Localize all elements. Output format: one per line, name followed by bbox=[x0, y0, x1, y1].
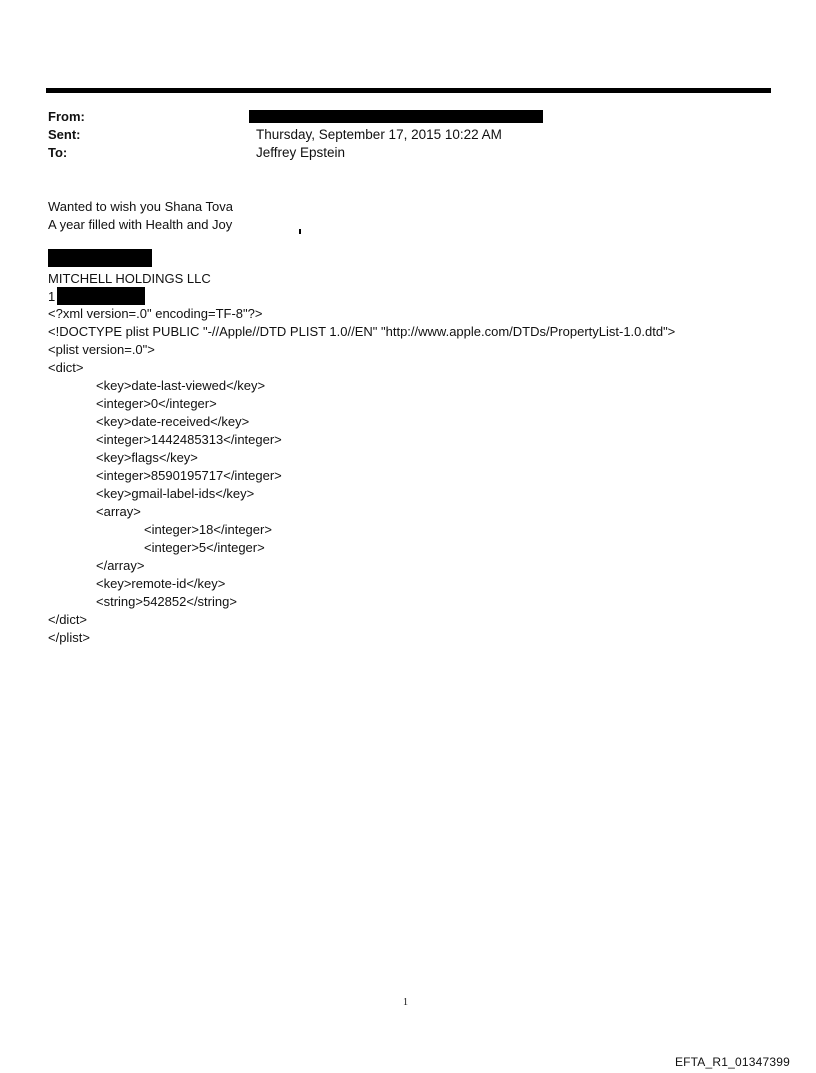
key-remote-id: <key>remote-id</key> bbox=[96, 576, 226, 591]
key-gmail-label-ids: <key>gmail-label-ids</key> bbox=[96, 486, 255, 501]
greeting-line-1: Wanted to wish you Shana Tova bbox=[48, 199, 234, 214]
to-value: Jeffrey Epstein bbox=[256, 145, 346, 160]
to-label: To: bbox=[48, 145, 68, 160]
dict-open: <dict> bbox=[48, 360, 84, 375]
numbered-line: 1 bbox=[48, 289, 56, 304]
signature-redaction bbox=[48, 249, 152, 267]
key-flags: <key>flags</key> bbox=[96, 450, 198, 465]
integer-date-received: <integer>1442485313</integer> bbox=[96, 432, 282, 447]
sent-value: Thursday, September 17, 2015 10:22 AM bbox=[256, 127, 502, 142]
stray-mark bbox=[299, 229, 301, 234]
page-number: 1 bbox=[403, 997, 408, 1008]
integer-flags: <integer>8590195717</integer> bbox=[96, 468, 282, 483]
integer-zero: <integer>0</integer> bbox=[96, 396, 217, 411]
greeting-line-2: A year filled with Health and Joy bbox=[48, 217, 233, 232]
string-remote-id: <string>542852</string> bbox=[96, 594, 237, 609]
from-label: From: bbox=[48, 109, 85, 124]
array-open: <array> bbox=[96, 504, 141, 519]
sent-label: Sent: bbox=[48, 127, 81, 142]
array-close: </array> bbox=[96, 558, 145, 573]
xml-doctype: <!DOCTYPE plist PUBLIC "-//Apple//DTD PLIST 1.0//EN" "http://www.apple.com/DTDs/PropertyList-1.0.dtd"> bbox=[48, 324, 676, 339]
number-redaction bbox=[57, 287, 145, 305]
plist-close: </plist> bbox=[48, 630, 90, 645]
header-divider bbox=[46, 88, 771, 93]
company-name: MITCHELL HOLDINGS LLC bbox=[48, 271, 211, 286]
from-redaction bbox=[249, 110, 543, 123]
dict-close: </dict> bbox=[48, 612, 88, 627]
integer-5: <integer>5</integer> bbox=[144, 540, 265, 555]
plist-open: <plist version=.0"> bbox=[48, 342, 155, 357]
key-date-last-viewed: <key>date-last-viewed</key> bbox=[96, 378, 266, 393]
document-id: EFTA_R1_01347399 bbox=[674, 1055, 790, 1069]
integer-18: <integer>18</integer> bbox=[144, 522, 272, 537]
xml-declaration: <?xml version=.0" encoding=TF-8"?> bbox=[48, 306, 263, 321]
key-date-received: <key>date-received</key> bbox=[96, 414, 250, 429]
